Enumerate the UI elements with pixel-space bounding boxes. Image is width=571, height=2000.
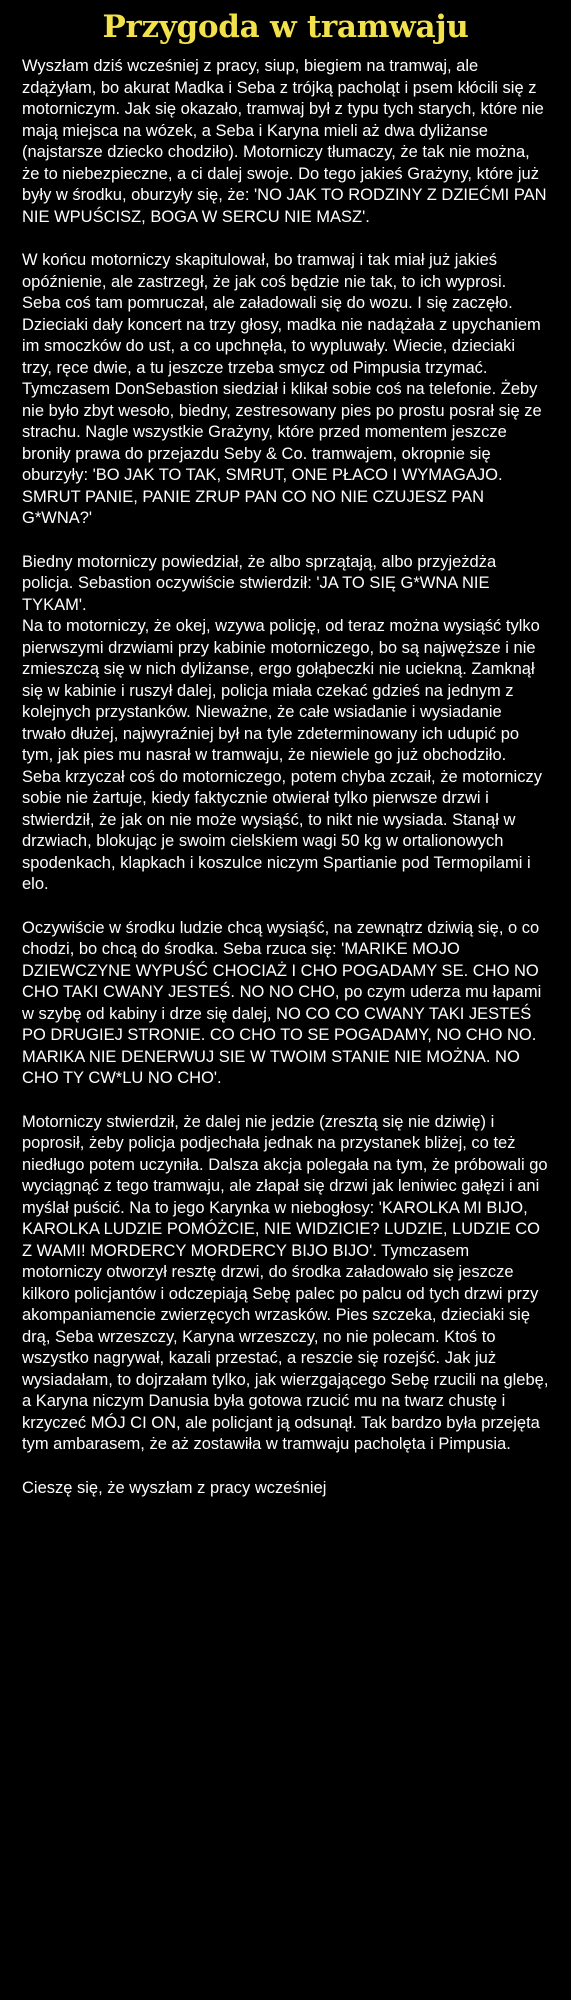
story-paragraph-1: Wyszłam dziś wcześniej z pracy, siup, biegiem na tramwaj, ale zdążyłam, bo akurat Madka i Seba z trójką pacholąt i psem kłócili się z motorniczym. Jak się okazało, tramwaj był z typu tych starych, które nie mają miejsca na wózek, a Seba i Karyna mieli aż dwa dyliżanse (najstarsze dziecko chodziło). Motorniczy tłumaczy, że tak nie można, że to niebezpieczne, a ci dalej swoje. Do tego jakieś Grażyny, które już były w środku, oburzyły się, że: 'NO JAK TO RODZINY Z DZIEĆMI PAN NIE WPUŚCISZ, BOGA W SERCU NIE MASZ'. xyxy=(22,57,547,226)
story-body xyxy=(22,56,549,1499)
story-paragraph-6: Cieszę się, że wyszłam z pracy wcześniej xyxy=(22,1478,327,1497)
page-title: Przygoda w tramwaju xyxy=(102,9,469,45)
story-paragraph-5: Motorniczy stwierdził, że dalej nie jedzie (zresztą się nie dziwię) i poprosił, żeby policja podjechała jednak na przystanek bliżej, co też niedługo potem uczyniła. Dalsza akcja polegała na tym, że próbowali go wyciągnąć z tego tramwaju, ale złapał się drzwi jak leniwiec gałęzi i ani myślał puścić. Na to jego Karynka w niebogłosy: 'KAROLKA MI BIJO, KAROLKA LUDZIE POMÓŻCIE, NIE WIDZICIE? LUDZIE, LUDZIE CO Z WAMI! MORDERCY MORDERCY BIJO BIJO'. Tymczasem motorniczy otworzył resztę drzwi, do środka załadowało się jeszcze kilkoro policjantów i odczepiają Sebę palec po palcu od tych drzwi przy akompaniamencie zwierzęcych wrzasków. Pies szczeka, dzieciaki się drą, Seba wrzeszczy, Karyna wrzeszczy, no nie polecam. Ktoś to wszystko nagrywał, kazali przestać, a reszcie się rozejść. Jak już wysiadałam, to dojrzałam tylko, jak wierzgającego Sebę rzucili na glebę, a Karyna niczym Danusia była gotowa rzucić mu na twarz chustę i krzyczeć MÓJ CI ON, ale policjant ją odsunął. Tak bardzo była przejęta tym ambarasem, że aż zostawiła w tramwaju pacholęta i Pimpusia. xyxy=(22,1112,549,1453)
story-paragraph-2: W końcu motorniczy skapitulował, bo tramwaj i tak miał już jakieś opóźnienie, ale zastrzegł, że jak coś będzie nie tak, to ich wyprosi. Seba coś tam pomruczał, ale załadowali się do wozu. I się zaczęło. Dzieciaki dały koncert na trzy głosy, madka nie nadążała z upychaniem im smoczków do ust, a co upchnęła, to wypluwały. Wiecie, dzieciaki trzy, ręce dwie, a tu jeszcze trzeba smycz od Pimpusia trzymać. Tymczasem DonSebastion siedział i klikał sobie coś na telefonie. Żeby nie było zbyt wesoło, biedny, zestresowany pies po prostu posrał się ze strachu. Nagle wszystkie Grażyny, które przed momentem jeszcze broniły prawa do przejazdu Seby & Co. tramwajem, okropnie się oburzyły: 'BO JAK TO TAK, SMRUT, ONE PŁACO I WYMAGAJO. SMRUT PANIE, PANIE ZRUP PAN CO NO NIE CZUJESZ PAN G*WNA?' xyxy=(22,251,542,527)
story-paragraph-3: Biedny motorniczy powiedział, że albo sprzątają, albo przyjeżdża policja. Sebastion oczywiście stwierdził: 'JA TO SIĘ G*WNA NIE TYKAM'. Na to motorniczy, że okej, wzywa policję, od teraz można wysiąść tylko pierwszymi drzwiami przy kabinie motorniczego, bo są najwęższe i nie zmieszczą się w nich dyliżanse, ergo gołąbeczki nie uciekną. Zamknął się w kabinie i ruszył dalej, policja miała czekać gdzieś na jednym z kolejnych przystanków. Nieważne, że całe wsiadanie i wysiadanie trwało dłużej, najwyraźniej był na tyle zdeterminowany ich udupić po tym, jak pies mu nasrał w tramwaju, że niewiele go już obchodziło. Seba krzyczał coś do motorniczego, potem chyba zczaił, że motorniczy sobie nie żartuje, kiedy faktycznie otwierał tylko pierwsze drzwi i stwierdził, że jak on nie może wysiąść, to nikt nie wysiada. Stanął w drzwiach, blokując je swoim cielskiem wagi 50 kg w ortalionowych spodenkach, klapkach i koszulce niczym Spartianie pod Termopilami i elo. xyxy=(22,552,542,893)
story-paragraph-4: Oczywiście w środku ludzie chcą wysiąść, na zewnątrz dziwią się, o co chodzi, bo chcą do środka. Seba rzuca się: 'MARIKE MOJO DZIEWCZYNE WYPUŚĆ CHOCIAŻ I CHO POGADAMY SE. CHO NO CHO TAKI CWANY JESTEŚ. NO NO CHO, po czym uderza mu łapami w szybę od kabiny i drze się dalej, NO CO CO CWANY TAKI JESTEŚ PO DRUGIEJ STRONIE. CO CHO TO SE POGADAMY, NO CHO NO. MARIKA NIE DENERWUJ SIE W TWOIM STANIE NIE MOŻNA. NO CHO TY CW*LU NO CHO'. xyxy=(22,918,542,1087)
